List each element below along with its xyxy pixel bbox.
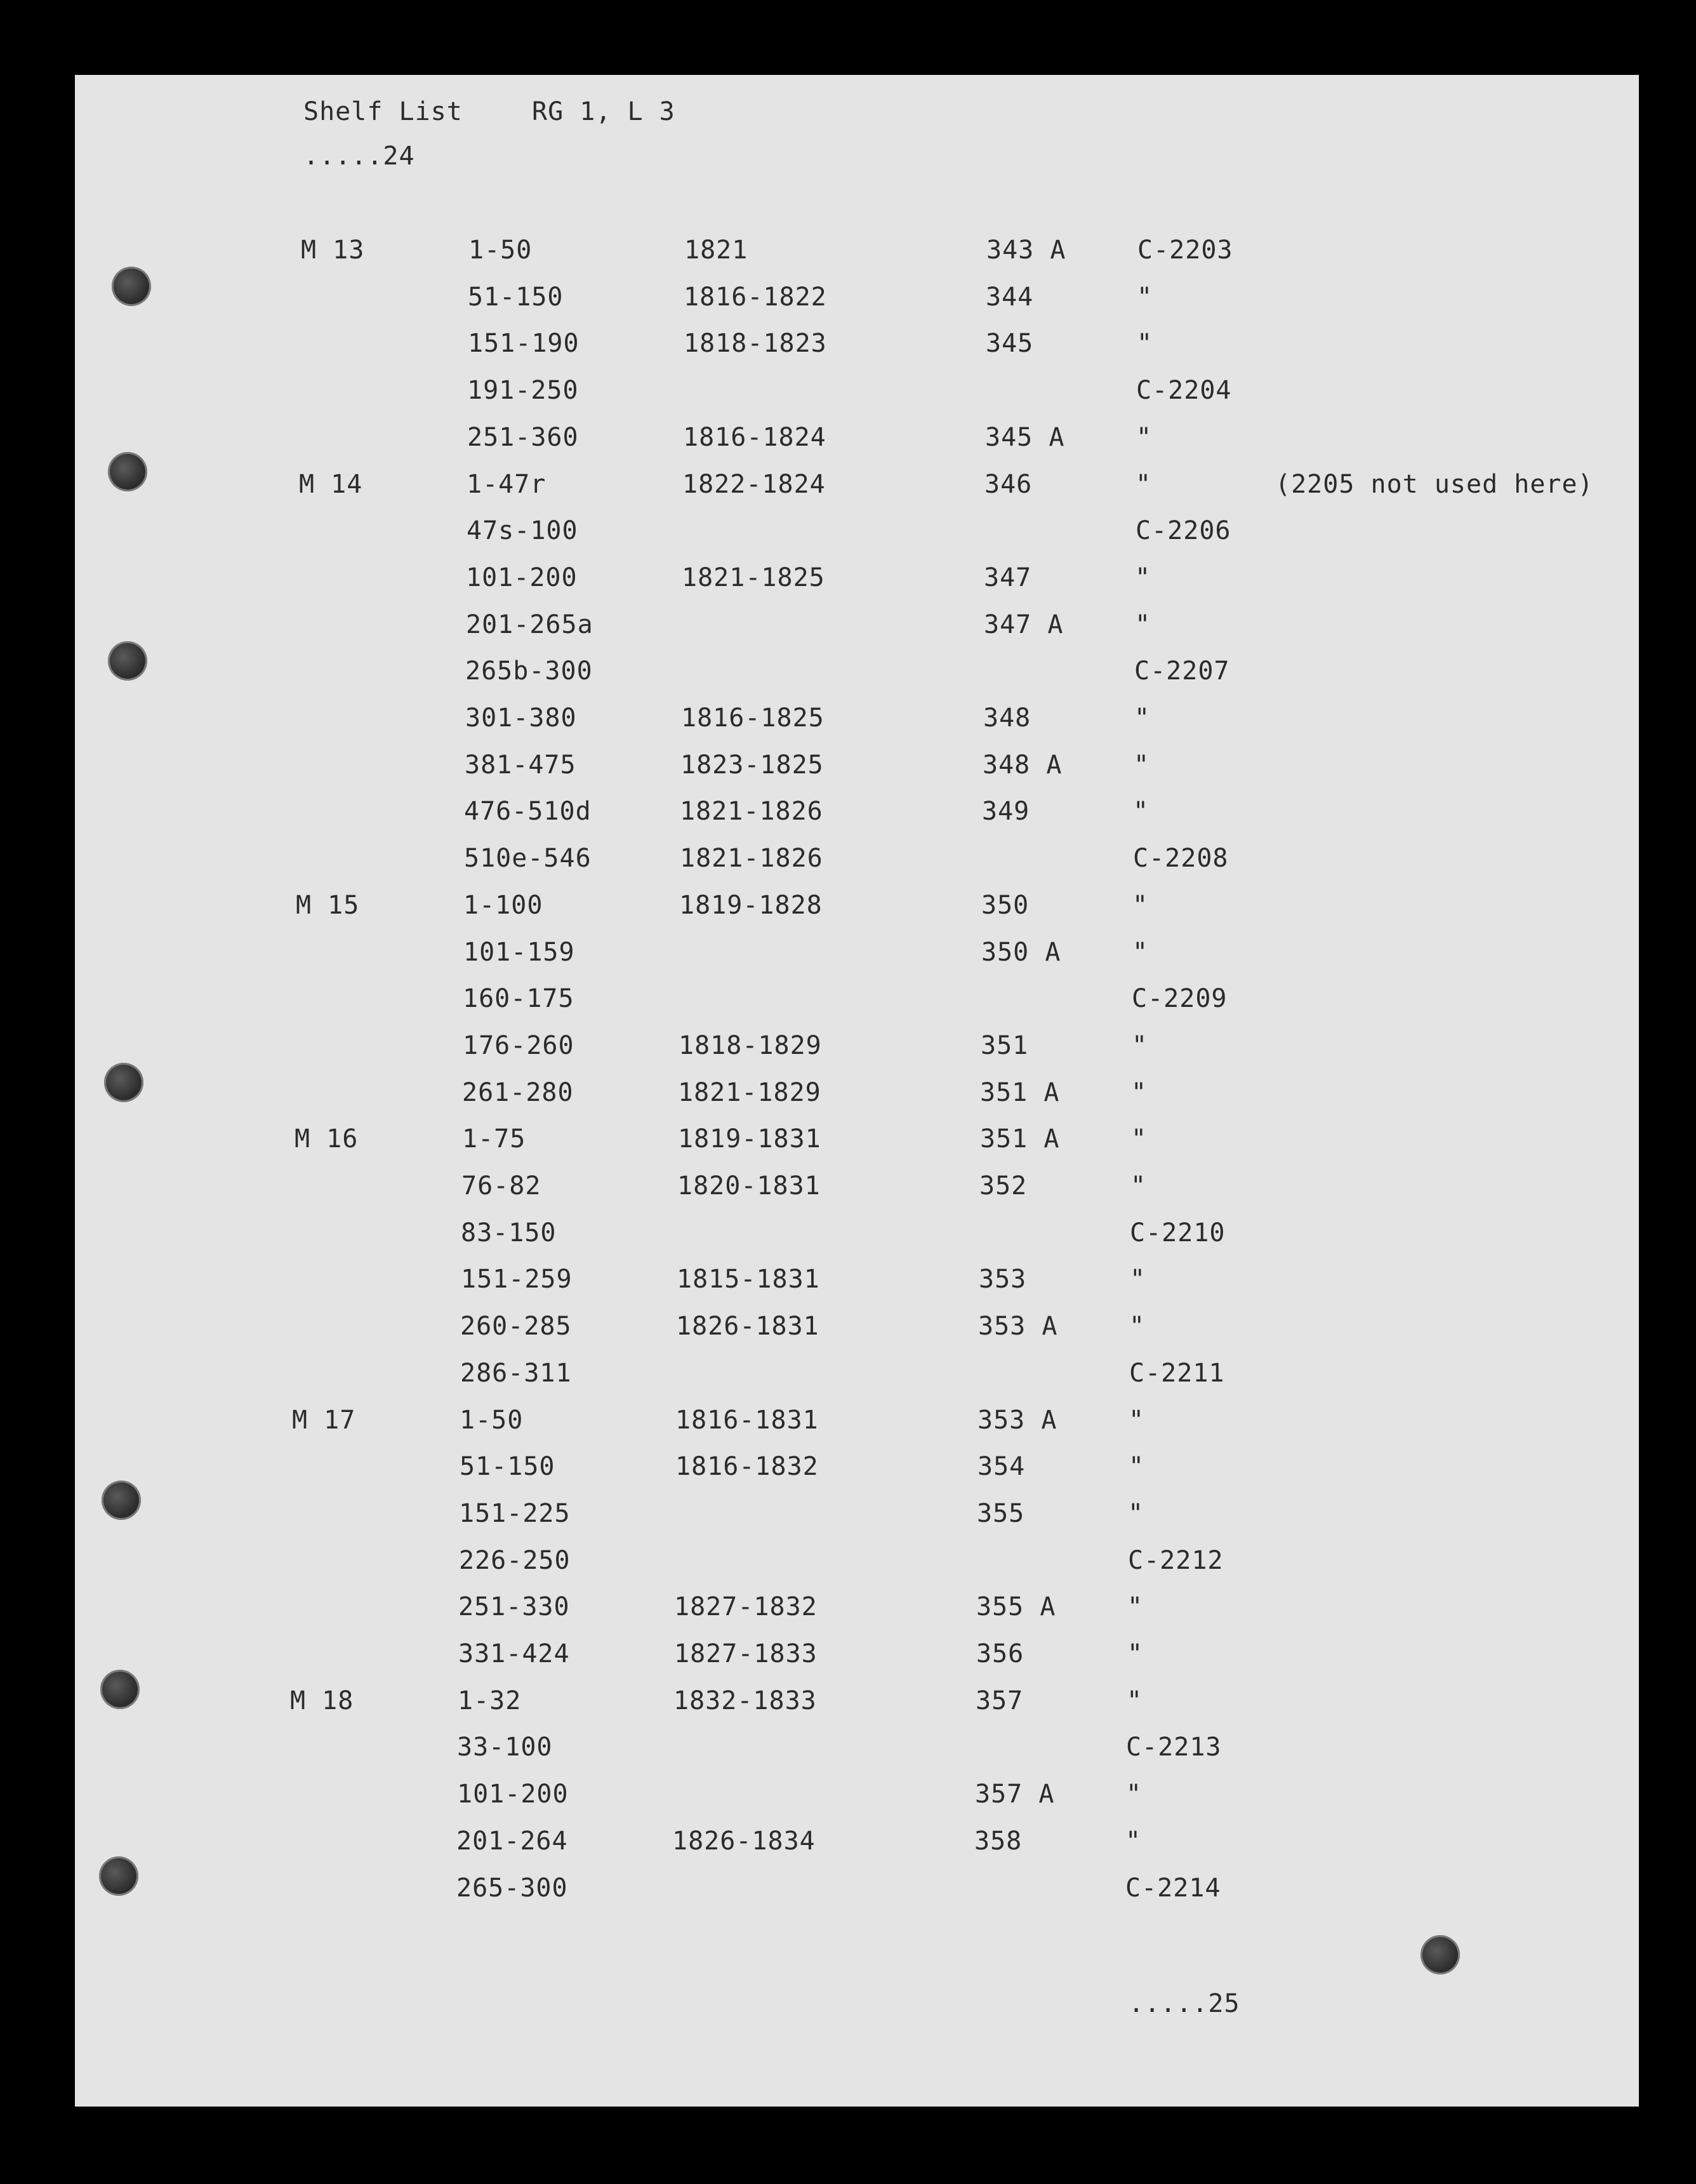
row-box-number: ": [1137, 329, 1153, 358]
punch-hole: [99, 1856, 138, 1896]
row-item-range: 381-475: [465, 750, 576, 780]
row-group-label: M 16: [295, 1124, 359, 1154]
row-volume-number: 347 A: [984, 610, 1064, 639]
row-item-range: 251-360: [467, 423, 579, 452]
row-box-number: ": [1132, 891, 1149, 920]
row-box-number: C-2210: [1130, 1218, 1226, 1248]
row-date-range: 1820-1831: [677, 1171, 821, 1201]
row-item-range: 226-250: [459, 1546, 571, 1575]
row-item-range: 286-311: [460, 1359, 572, 1388]
row-item-range: 33-100: [457, 1733, 553, 1762]
row-box-number: C-2209: [1132, 984, 1228, 1013]
row-item-range: 160-175: [463, 984, 574, 1013]
row-volume-number: 348: [983, 703, 1031, 733]
punch-hole: [108, 641, 147, 681]
row-date-range: 1823-1825: [680, 750, 824, 780]
row-item-range: 151-259: [461, 1265, 573, 1294]
row-date-range: 1822-1824: [682, 470, 826, 499]
row-item-range: 1-50: [460, 1406, 524, 1435]
row-date-range: 1832-1833: [673, 1686, 817, 1715]
row-item-range: 191-250: [467, 376, 579, 405]
row-date-range: 1815-1831: [677, 1265, 820, 1294]
row-date-range: 1816-1825: [681, 703, 825, 733]
row-date-range: 1816-1822: [684, 283, 827, 312]
punch-hole: [100, 1670, 140, 1709]
row-item-range: 251-330: [458, 1592, 570, 1621]
row-item-range: 201-265a: [466, 610, 593, 639]
punch-hole: [102, 1481, 141, 1520]
row-volume-number: 351 A: [980, 1124, 1060, 1154]
row-item-range: 47s-100: [467, 516, 578, 545]
row-volume-number: 346: [984, 470, 1033, 499]
row-box-number: C-2212: [1128, 1546, 1224, 1575]
row-box-number: C-2206: [1136, 516, 1231, 545]
row-box-number: ": [1127, 1686, 1143, 1715]
row-box-number: ": [1136, 423, 1153, 452]
row-item-range: 510e-546: [464, 844, 592, 873]
row-box-number: C-2208: [1133, 844, 1229, 873]
row-item-range: 476-510d: [464, 797, 592, 826]
row-box-number: ": [1135, 610, 1151, 639]
row-box-number: ": [1129, 1312, 1146, 1341]
punch-hole: [108, 452, 147, 491]
row-item-range: 1-47r: [467, 470, 547, 499]
row-box-number: C-2211: [1129, 1359, 1225, 1388]
row-box-number: C-2204: [1136, 376, 1232, 405]
row-group-label: M 14: [299, 470, 363, 499]
row-volume-number: 353 A: [978, 1312, 1058, 1341]
row-box-number: ": [1127, 1639, 1144, 1668]
row-item-range: 101-200: [457, 1780, 569, 1809]
row-date-range: 1818-1829: [679, 1031, 822, 1060]
row-volume-number: 357 A: [975, 1780, 1055, 1809]
row-volume-number: 353: [979, 1265, 1027, 1294]
row-item-range: 1-32: [458, 1686, 522, 1715]
row-item-range: 151-225: [459, 1499, 571, 1528]
row-volume-number: 353 A: [977, 1406, 1057, 1435]
row-date-range: 1816-1832: [675, 1452, 819, 1481]
row-box-number: ": [1132, 938, 1149, 967]
previous-page-marker: .....24: [303, 142, 415, 171]
row-box-number: ": [1134, 750, 1150, 780]
row-date-range: 1816-1831: [675, 1406, 819, 1435]
row-group-label: M 15: [296, 891, 360, 920]
row-volume-number: 356: [976, 1639, 1024, 1668]
row-box-number: ": [1128, 1499, 1144, 1528]
row-date-range: 1821-1829: [678, 1078, 821, 1107]
punch-hole: [104, 1063, 143, 1102]
row-date-range: 1826-1834: [672, 1827, 816, 1856]
row-item-range: 101-200: [466, 563, 578, 592]
row-box-number: ": [1129, 1406, 1145, 1435]
row-date-range: 1818-1823: [684, 329, 827, 358]
row-box-number: ": [1137, 283, 1153, 312]
row-box-number: ": [1130, 1265, 1146, 1294]
row-box-number: ": [1127, 1592, 1144, 1621]
row-volume-number: 352: [979, 1171, 1028, 1201]
punch-hole: [1421, 1935, 1460, 1974]
row-volume-number: 358: [974, 1827, 1023, 1856]
row-date-range: 1821-1826: [680, 844, 823, 873]
row-item-range: 51-150: [460, 1452, 555, 1481]
row-date-range: 1819-1831: [678, 1124, 821, 1154]
row-date-range: 1826-1831: [676, 1312, 819, 1341]
row-volume-number: 349: [982, 797, 1030, 826]
row-box-number: C-2203: [1137, 236, 1233, 265]
row-volume-number: 343 A: [986, 236, 1066, 265]
row-box-number: ": [1129, 1452, 1145, 1481]
punch-hole: [112, 267, 151, 306]
row-item-range: 1-75: [462, 1124, 526, 1154]
row-volume-number: 345: [986, 329, 1034, 358]
row-group-label: M 13: [301, 236, 365, 265]
row-date-range: 1827-1833: [674, 1639, 818, 1668]
row-item-range: 51-150: [468, 283, 564, 312]
row-box-number: ": [1135, 563, 1151, 592]
row-box-number: C-2207: [1134, 656, 1230, 686]
row-volume-number: 345 A: [985, 423, 1065, 452]
record-group-reference: RG 1, L 3: [532, 97, 675, 126]
row-item-range: 1-50: [468, 236, 533, 265]
row-item-range: 260-285: [460, 1312, 572, 1341]
row-note: (2205 not used here): [1275, 470, 1594, 499]
document-title: Shelf List: [303, 97, 463, 126]
row-box-number: C-2214: [1125, 1874, 1221, 1903]
row-item-range: 261-280: [462, 1078, 574, 1107]
row-item-range: 83-150: [461, 1218, 557, 1248]
row-volume-number: 357: [976, 1686, 1024, 1715]
row-volume-number: 347: [984, 563, 1032, 592]
next-page-marker: .....25: [1129, 1989, 1240, 2018]
document-page: [75, 75, 1639, 2107]
row-volume-number: 355: [977, 1499, 1025, 1528]
row-box-number: ": [1130, 1171, 1147, 1201]
row-group-label: M 18: [290, 1686, 354, 1715]
row-box-number: ": [1125, 1827, 1142, 1856]
row-date-range: 1816-1824: [683, 423, 826, 452]
row-item-range: 201-264: [456, 1827, 568, 1856]
row-box-number: ": [1133, 797, 1149, 826]
row-item-range: 331-424: [458, 1639, 570, 1668]
row-box-number: ": [1132, 1031, 1148, 1060]
row-box-number: ": [1134, 703, 1151, 733]
row-volume-number: 354: [977, 1452, 1026, 1481]
row-group-label: M 17: [292, 1406, 356, 1435]
row-box-number: ": [1131, 1124, 1148, 1154]
row-item-range: 1-100: [463, 891, 543, 920]
row-volume-number: 351 A: [980, 1078, 1060, 1107]
row-item-range: 301-380: [465, 703, 577, 733]
row-item-range: 265b-300: [465, 656, 593, 686]
row-item-range: 265-300: [456, 1874, 568, 1903]
row-item-range: 176-260: [463, 1031, 574, 1060]
row-volume-number: 350 A: [981, 938, 1061, 967]
row-volume-number: 355 A: [976, 1592, 1056, 1621]
row-item-range: 101-159: [463, 938, 575, 967]
row-box-number: ": [1131, 1078, 1148, 1107]
row-date-range: 1821-1826: [680, 797, 823, 826]
row-date-range: 1827-1832: [674, 1592, 818, 1621]
row-box-number: C-2213: [1126, 1733, 1222, 1762]
row-date-range: 1821-1825: [682, 563, 825, 592]
row-volume-number: 350: [981, 891, 1030, 920]
row-item-range: 151-190: [468, 329, 580, 358]
row-date-range: 1821: [684, 236, 748, 265]
row-box-number: ": [1126, 1780, 1143, 1809]
row-date-range: 1819-1828: [679, 891, 823, 920]
row-box-number: ": [1136, 470, 1152, 499]
row-volume-number: 351: [981, 1031, 1029, 1060]
row-volume-number: 348 A: [983, 750, 1063, 780]
row-volume-number: 344: [986, 283, 1034, 312]
row-item-range: 76-82: [461, 1171, 541, 1201]
